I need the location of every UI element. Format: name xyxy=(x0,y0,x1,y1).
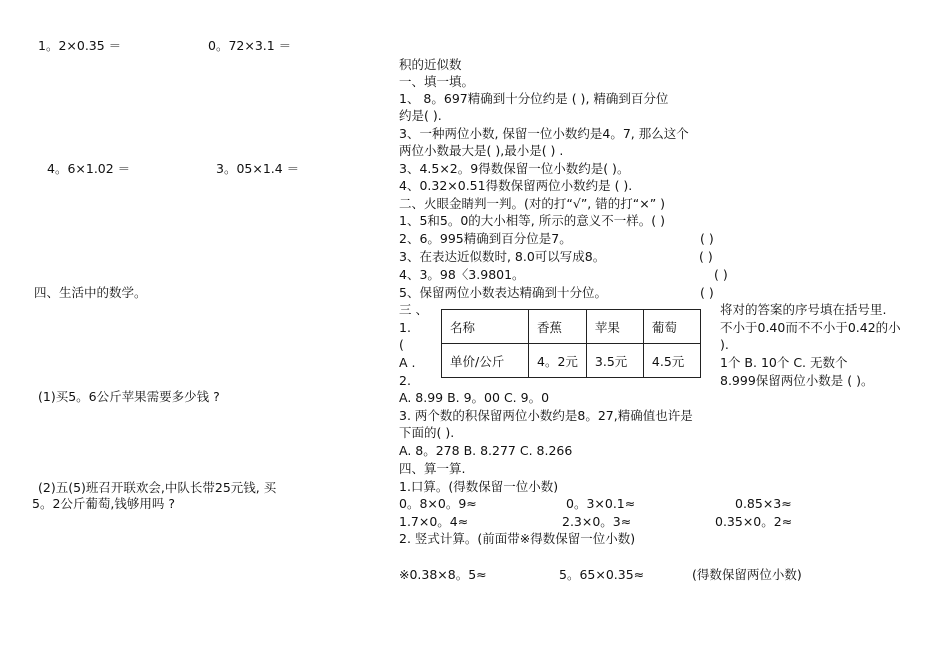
section-fragment: 1. xyxy=(399,320,411,335)
question-options: A. 8。278 B. 8.277 C. 8.266 xyxy=(399,443,573,458)
table-row xyxy=(442,344,701,378)
price-table xyxy=(441,309,701,378)
section-title: 四、生活中的数学。 xyxy=(34,285,147,300)
answer-paren: ( ) xyxy=(700,231,714,246)
calc-item: 5。65×0.35≈ xyxy=(559,567,645,582)
section-title: 将对的答案的序号填在括号里. xyxy=(720,302,887,317)
table-header: 名称 xyxy=(442,310,529,344)
question-text: 两位小数最大是( ),最小是( ) . xyxy=(399,143,564,158)
calc-item: 0。72×3.1 ＝ xyxy=(208,38,292,53)
question-text: 8.999保留两位小数是 ( )。 xyxy=(720,373,874,388)
question-text: (2)五(5)班召开联欢会,中队长带25元钱, 买 xyxy=(38,480,277,495)
calc-item: 4。6×1.02 ＝ xyxy=(47,161,131,176)
calc-item: 0.85×3≈ xyxy=(735,496,792,511)
answer-paren: ( ) xyxy=(700,285,714,300)
question-options: A. 8.99 B. 9。00 C. 9。0 xyxy=(399,390,550,405)
section-title: 二、火眼金睛判一判。(对的打“√”, 错的打“×” ) xyxy=(399,196,666,211)
judge-item: 3、在表达近似数时, 8.0可以写成8。 xyxy=(399,249,606,264)
question-text: 1.口算。(得数保留一位小数) xyxy=(399,479,559,494)
calc-item: 0。8×0。9≈ xyxy=(399,496,477,511)
answer-paren: ( ) xyxy=(699,249,713,264)
section-fragment: A . xyxy=(399,355,416,370)
question-text: 3、4.5×2。9得数保留一位小数约是( )。 xyxy=(399,161,630,176)
table-header: 葡萄 xyxy=(643,310,700,344)
section-title: 四、算一算. xyxy=(399,461,466,476)
question-text: 不小于0.40而不不小于0.42的小 xyxy=(720,320,901,335)
table-cell: 4。2元 xyxy=(529,344,587,378)
note-text: (得数保留两位小数) xyxy=(692,567,802,582)
calc-item: 0.35×0。2≈ xyxy=(715,514,793,529)
table-header-row xyxy=(442,310,701,344)
table-cell: 3.5元 xyxy=(586,344,643,378)
judge-item: 2、6。995精确到百分位是7。 xyxy=(399,231,572,246)
judge-item: 4、3。98〈3.9801。 xyxy=(399,267,525,282)
calc-item: 1.7×0。4≈ xyxy=(399,514,469,529)
judge-item: 1、5和5。0的大小相等, 所示的意义不一样。( ) xyxy=(399,213,665,228)
section-fragment: ( xyxy=(399,337,404,352)
calc-item: 0。3×0.1≈ xyxy=(566,496,636,511)
question-text: 1、 8。697精确到十分位约是 ( ), 精确到百分位 xyxy=(399,91,669,106)
table-cell: 4.5元 xyxy=(643,344,700,378)
answer-paren: ( ) xyxy=(714,267,728,282)
question-options: 1个 B. 10个 C. 无数个 xyxy=(720,355,848,370)
section-fragment: 三 、 xyxy=(399,302,428,317)
judge-item: 5、保留两位小数表达精确到十分位。 xyxy=(399,285,607,300)
question-text: 3、一种两位小数, 保留一位小数约是4。7, 那么这个 xyxy=(399,126,689,141)
table-cell: 单价/公斤 xyxy=(442,344,529,378)
calc-item: 1。2×0.35 ＝ xyxy=(38,38,122,53)
table-header: 苹果 xyxy=(586,310,643,344)
question-text: 3. 两个数的积保留两位小数约是8。27,精确值也许是 xyxy=(399,408,693,423)
question-text: 2. 竖式计算。(前面带※得数保留一位小数) xyxy=(399,531,636,546)
section-title: 一、填一填。 xyxy=(399,74,475,89)
calc-item: 3。05×1.4 ＝ xyxy=(216,161,300,176)
table-header: 香蕉 xyxy=(529,310,587,344)
question-text: ). xyxy=(720,337,729,352)
question-text: 约是( ). xyxy=(399,108,442,123)
page-title: 积的近似数 xyxy=(399,57,462,72)
question-text: 5。2公斤葡萄,钱够用吗 ? xyxy=(32,496,175,511)
question-text: (1)买5。6公斤苹果需要多少钱 ? xyxy=(38,389,220,404)
section-fragment: 2. xyxy=(399,373,411,388)
question-text: 下面的( ). xyxy=(399,425,455,440)
question-text: 4、0.32×0.51得数保留两位小数约是 ( ). xyxy=(399,178,633,193)
calc-item: 2.3×0。3≈ xyxy=(562,514,632,529)
calc-item: ※0.38×8。5≈ xyxy=(399,567,487,582)
